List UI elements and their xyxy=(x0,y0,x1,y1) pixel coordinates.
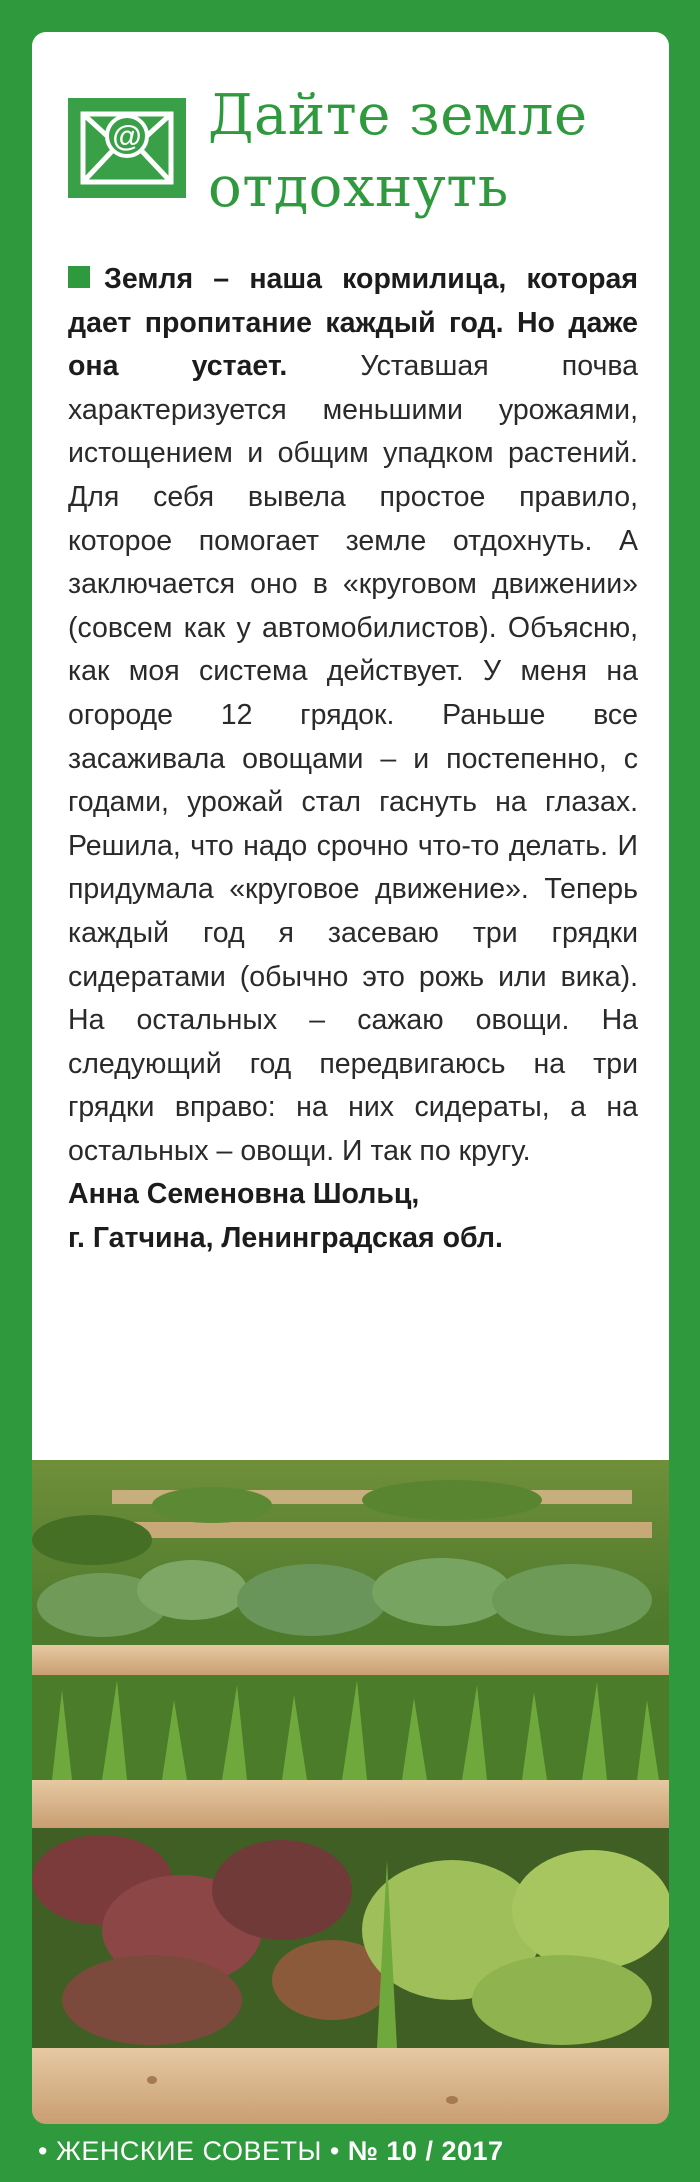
author-location: г. Гатчина, Ленинградская обл. xyxy=(68,1222,503,1255)
bullet-square-icon xyxy=(68,266,90,288)
garden-beds-photo xyxy=(32,1460,669,2124)
author-signature xyxy=(68,1173,638,1260)
article-lead: Земля – наша кормилица, которая дает пропитание каждый год. Но даже она устает. xyxy=(68,263,638,383)
author-name: Анна Семеновна Шольц, xyxy=(68,1178,420,1211)
article-paragraph xyxy=(68,258,638,1173)
svg-text:@: @ xyxy=(112,120,142,153)
title-line-1: Дайте земле xyxy=(208,83,588,148)
magazine-footer xyxy=(38,2136,504,2167)
article-title xyxy=(208,80,648,224)
issue-number: № 10 / 2017 xyxy=(347,2136,504,2166)
article-text: Уставшая почва характеризуется меньшими урожаями, истощением и общим упадком растений. Для себя вывела простое правило, которое помогает земле отдохнуть. А заключается оно в «круговом движении» (совсем как у автомобилистов). Объясню, как моя система действует. У меня на огороде 12 грядок. Раньше все засаживала овощами – и постепенно, с годами, урожай стал гаснуть на глазах. Решила, что надо срочно что-то делать. И придумала «круговое движение». Теперь каждый год я засеваю три грядки сидератами (обычно это рожь или вика). На остальных – сажаю овощи. На следующий год передвигаюсь на три грядки вправо: на них сидераты, а на остальных – овощи. И так по кругу. xyxy=(68,350,638,1167)
title-line-2: отдохнуть xyxy=(208,155,509,220)
email-at-envelope-icon xyxy=(68,98,186,198)
magazine-name: • ЖЕНСКИЕ СОВЕТЫ • xyxy=(38,2136,348,2166)
article-card xyxy=(32,32,669,2124)
article-header xyxy=(68,66,648,246)
article-body xyxy=(68,258,638,1261)
